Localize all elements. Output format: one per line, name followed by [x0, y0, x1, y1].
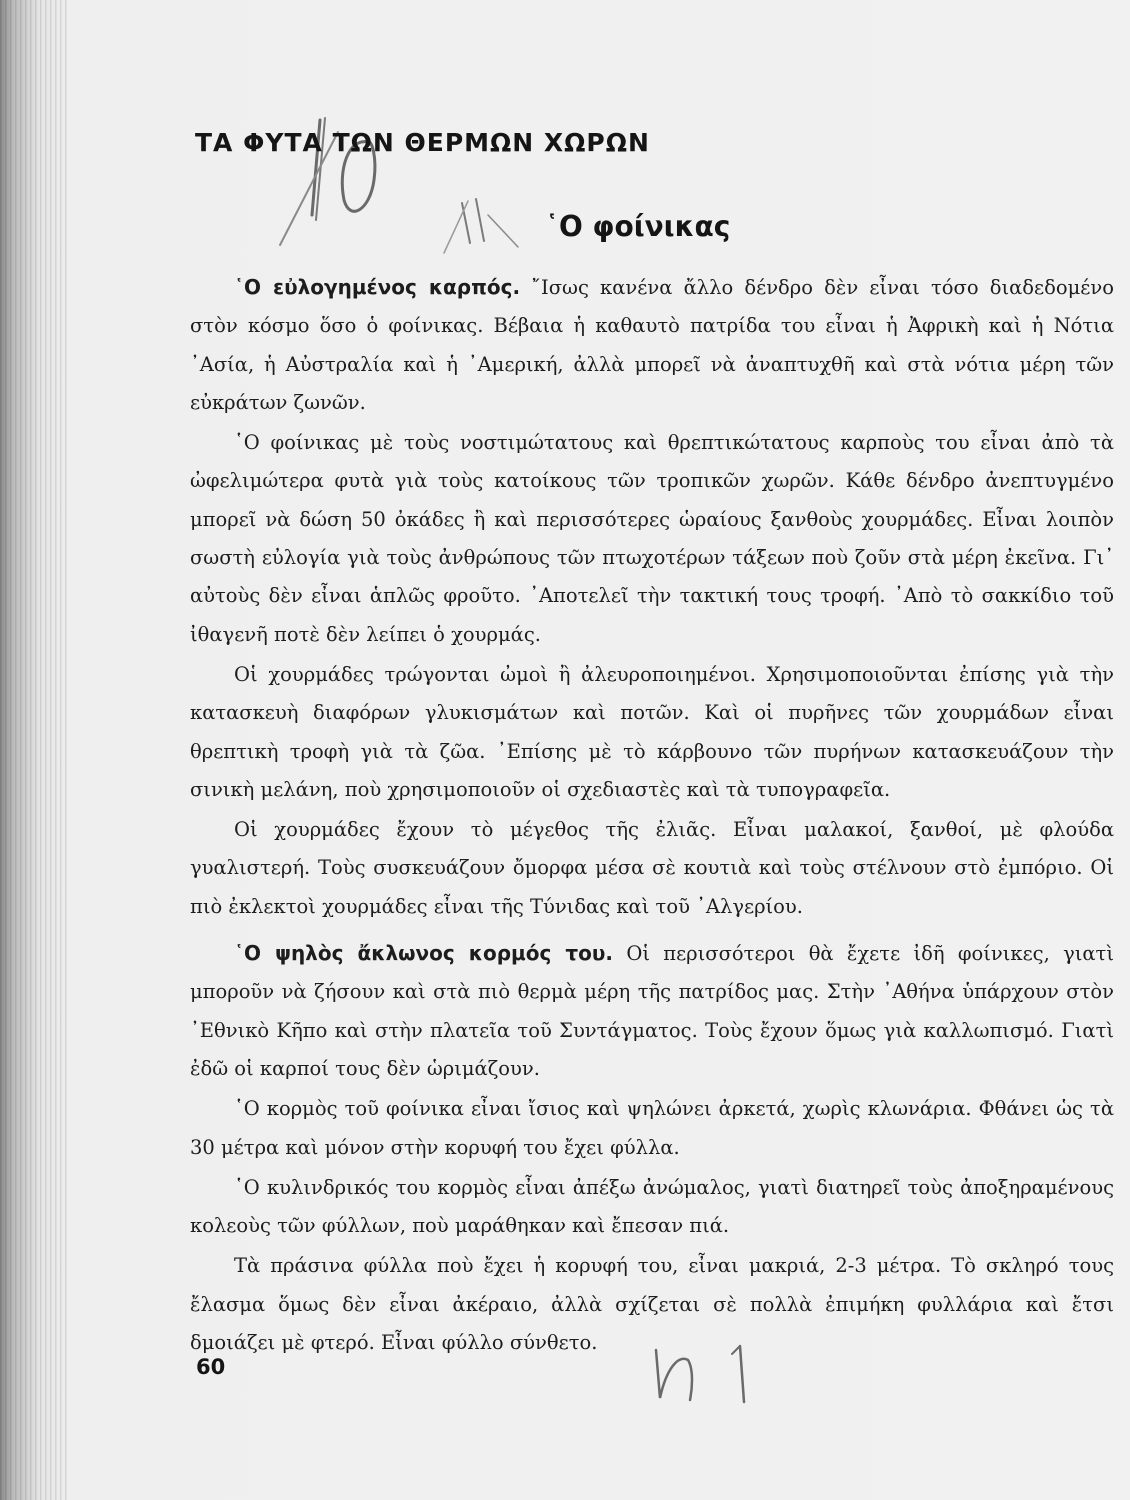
- paragraph-text: Οἱ χουρμάδες ἔχουν τὸ μέγεθος τῆς ἐλιᾶς. Εἶναι μαλακοί, ξανθοί, μὲ φλούδα γυαλιστερή. Τοὺς συσκευάζουν ὄμορφα μέσα σὲ κουτιὰ καὶ τοὺς στέλνουν στὸ ἐμπόριο. Οἱ πιὸ ἐκλεκτοὶ χουρμάδες εἶναι τῆς Τύνιδας καὶ τοῦ ᾿Αλγερίου.: [190, 818, 1114, 918]
- paragraph-2: [190, 424, 1114, 654]
- handwritten-mark-11: [440, 195, 530, 255]
- paragraph-4: [190, 811, 1114, 926]
- paragraph-text: ῾Ο φοίνικας μὲ τοὺς νοστιμώτατους καὶ θρεπτικώτατους καρποὺς του εἶναι ἀπὸ τὰ ὠφελιμώτερα φυτὰ γιὰ τοὺς κατοίκους τῶν τροπικῶν χωρῶν. Κάθε δένδρο ἀνεπτυγμένο μπορεῖ νὰ δώση 50 ὀκάδες ἢ καὶ περισσότερες ὡραίους ξανθοὺς χουρμάδες. Εἶναι λοιπὸν σωστὴ εὐλογία γιὰ τοὺς ἀνθρώπους τῶν πτωχοτέρων τάξεων ποὺ ζοῦν στὰ μέρη ἐκεῖνα. Γι᾿ αὐτοὺς δὲν εἶναι ἁπλῶς φροῦτο. ᾿Αποτελεῖ τὴν τακτική τους τροφή. ᾿Απὸ τὸ σακκίδιο τοῦ ἰθαγενῆ ποτὲ δὲν λείπει ὁ χουρμάς.: [190, 431, 1114, 646]
- paragraph-text: ῾Ο κορμὸς τοῦ φοίνικα εἶναι ἴσιος καὶ ψηλώνει ἀρκετά, χωρὶς κλωνάρια. Φθάνει ὡς τὰ 30 μέτρα καὶ μόνον στὴν κορυφή του ἔχει φύλλα.: [190, 1097, 1114, 1159]
- paragraph-6: [190, 1090, 1114, 1167]
- page-edge-stack: [0, 0, 70, 1500]
- paragraph-1: [190, 268, 1114, 422]
- paragraph-3: [190, 656, 1114, 809]
- section-title: ῾Ο φοίνικας: [545, 210, 731, 243]
- paragraph-text: ῎Ισως κανένα ἄλλο δένδρο δὲν εἶναι τόσο διαδεδομένο στὸν κόσμο ὅσο ὁ φοίνικας. Βέβαια ἡ καθαυτὸ πατρίδα του εἶναι ἡ Ἀφρικὴ καὶ ἡ Νότια ᾿Ασία, ἡ Αὐστραλία καὶ ἡ ᾿Αμερική, ἀλλὰ μπορεῖ νὰ ἀναπτυχθῆ καὶ στὰ νότια μέρη τῶν εὐκράτων ζωνῶν.: [190, 276, 1114, 414]
- body-text: [190, 268, 1114, 1364]
- paragraph-text: Τὰ πράσινα φύλλα ποὺ ἔχει ἡ κορυφή του, εἶναι μακριά, 2-3 μέτρα. Τὸ σκληρό τους ἔλασμα ὅμως δὲν εἶναι ἀκέραιο, ἀλλὰ σχίζεται σὲ πολλὰ ἐπιμήκη φυλλάρια καὶ ἔτσι δμοιάζει μὲ φτερό. Εἶναι φύλλο σύνθετο.: [190, 1254, 1114, 1355]
- paragraph-text: Οἱ περισσότεροι θὰ ἔχετε ἰδῆ φοίνικες, γιατὶ μποροῦν νὰ ζήσουν καὶ στὰ πιὸ θερμὰ μέρη τῆς πατρίδος μας. Στὴν ᾿Αθήνα ὑπάρχουν στὸν ᾿Εθνικὸ Κῆπο καὶ στὴν πλατεῖα τοῦ Συντάγματος. Τοὺς ἔχουν ὅμως γιὰ καλλωπισμό. Γιατὶ ἐδῶ οἱ καρποί τους δὲν ὡριμάζουν.: [190, 942, 1114, 1080]
- page-number: 60: [196, 1355, 226, 1379]
- run-in-heading: ῾Ο εὐλογημένος καρπός.: [234, 275, 521, 299]
- chapter-title: ΤΑ ΦΥΤΑ ΤΩΝ ΘΕΡΜΩΝ ΧΩΡΩΝ: [195, 128, 650, 157]
- paragraph-7: [190, 1169, 1114, 1246]
- paragraph-5: [190, 934, 1114, 1088]
- run-in-heading: ῾Ο ψηλὸς ἄκλωνος κορμός του.: [234, 941, 614, 966]
- paragraph-text: ῾Ο κυλινδρικός του κορμὸς εἶναι ἀπέξω ἀνώμαλος, γιατὶ διατηρεῖ τοὺς ἀποξηραμένους κολεοὺς τῶν φύλλων, ποὺ μαράθηκαν καὶ ἔπεσαν πιά.: [190, 1175, 1114, 1238]
- paragraph-8: [190, 1247, 1114, 1362]
- paragraph-text: Οἱ χουρμάδες τρώγονται ὠμοὶ ἢ ἀλευροποιημένοι. Χρησιμοποιοῦνται ἐπίσης γιὰ τὴν κατασκευὴ διαφόρων γλυκισμάτων καὶ ποτῶν. Καὶ οἱ πυρῆνες τῶν χουρμάδων εἶναι θρεπτικὴ τροφὴ γιὰ τὰ ζῶα. ᾿Επίσης μὲ τὸ κάρβουνο τῶν πυρήνων κατασκευάζουν τὴν σινικὴ μελάνη, ποὺ χρησιμοποιοῦν οἱ σχεδιαστὲς καὶ τὰ τυπογραφεῖα.: [190, 662, 1114, 801]
